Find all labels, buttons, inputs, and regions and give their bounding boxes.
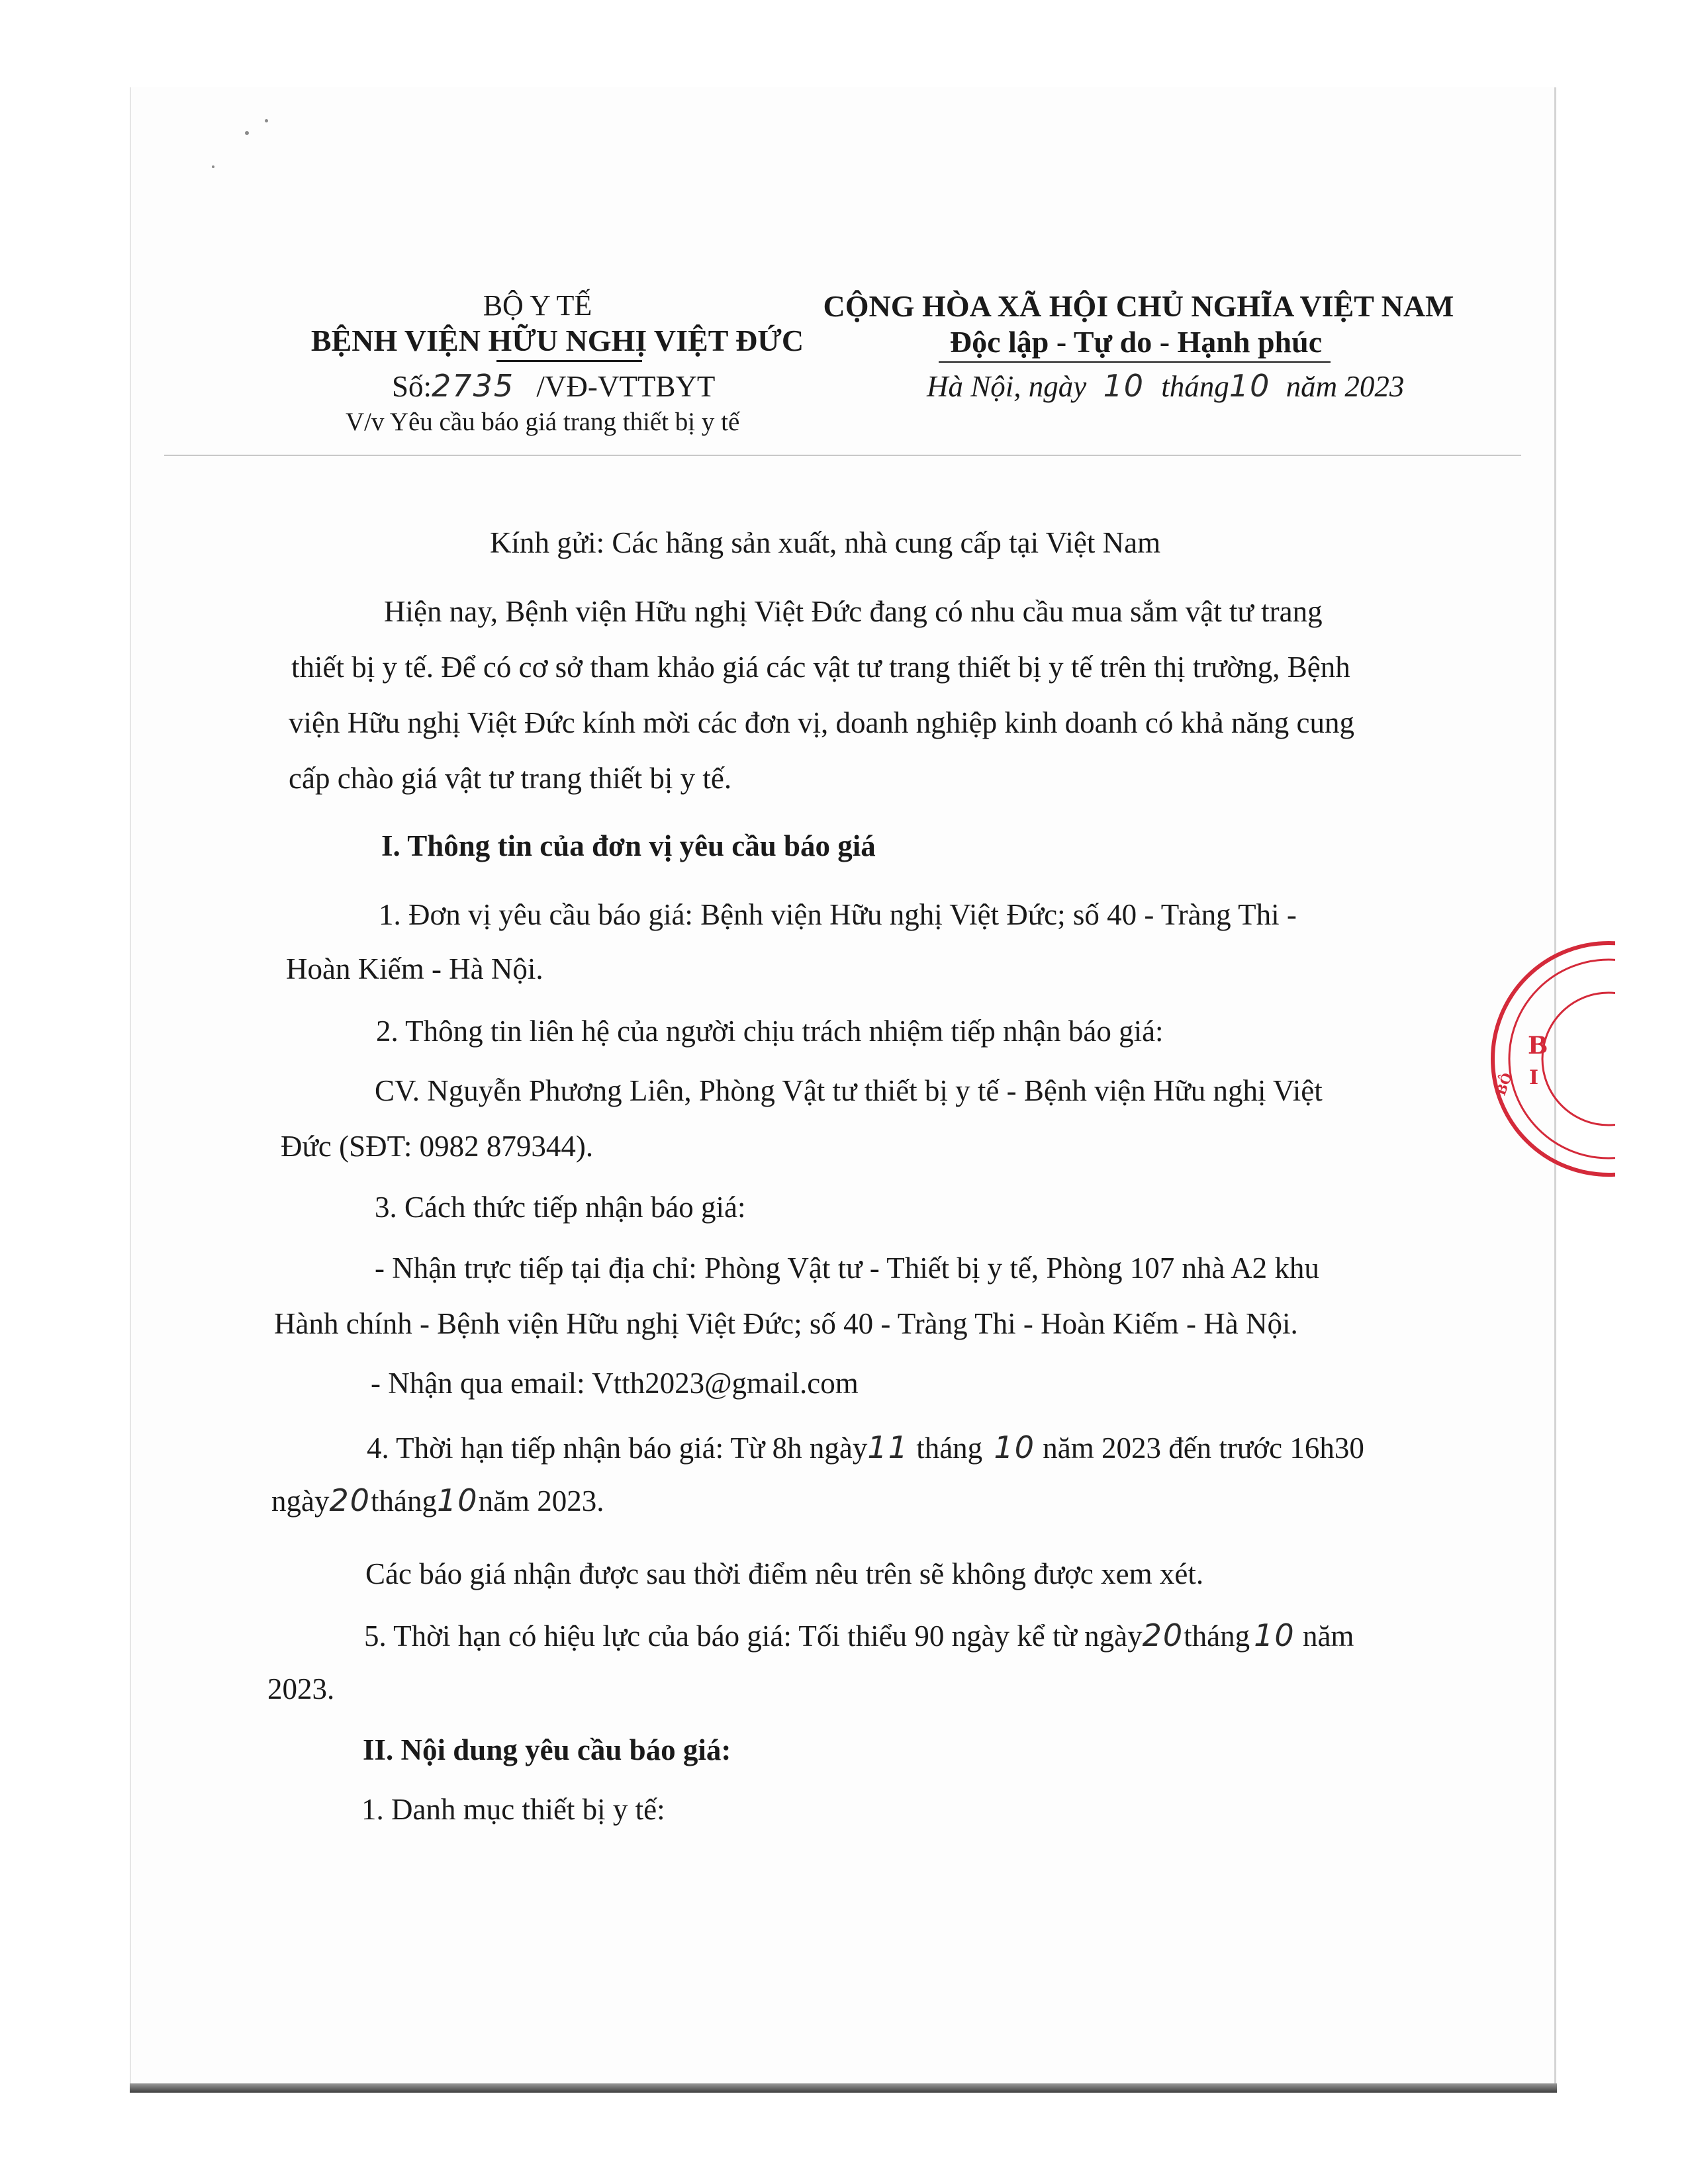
item-4-text: năm 2023. xyxy=(478,1484,604,1518)
item-4-text: năm 2023 đến trước 16h30 xyxy=(1035,1432,1364,1465)
motto-underline xyxy=(939,361,1331,363)
hospital-underline xyxy=(496,360,642,362)
item-3-line-3: Hành chính - Bệnh viện Hữu nghị Việt Đức; số 40 - Tràng Thi - Hoàn Kiếm - Hà Nội. xyxy=(274,1307,1298,1340)
country-name: CỘNG HÒA XÃ HỘI CHỦ NGHĨA VIỆT NAM xyxy=(823,289,1454,323)
item-2-line-1: 2. Thông tin liên hệ của người chịu trách nhiệm tiếp nhận báo giá: xyxy=(376,1015,1164,1048)
national-motto: Độc lập - Tự do - Hạnh phúc xyxy=(949,325,1323,359)
header-divider xyxy=(164,455,1521,456)
number-handwritten: 2735 xyxy=(432,368,515,404)
item-5-text: năm xyxy=(1295,1619,1354,1653)
document-subject: V/v Yêu cầu báo giá trang thiết bị y tế xyxy=(346,408,740,436)
scan-specks xyxy=(179,113,285,185)
section-2-item-1: 1. Danh mục thiết bị y tế: xyxy=(361,1793,665,1826)
item-3-line-2: - Nhận trực tiếp tại địa chỉ: Phòng Vật tư - Thiết bị y tế, Phòng 107 nhà A2 khu xyxy=(375,1251,1319,1285)
item-5-text: tháng xyxy=(1184,1619,1250,1653)
date-prefix: Hà Nội, ngày xyxy=(927,370,1087,403)
svg-text:B: B xyxy=(1528,1032,1548,1060)
item-4-day-start: 11 xyxy=(867,1430,909,1465)
date-day: 10 xyxy=(1103,368,1145,404)
date-month-label: tháng xyxy=(1161,370,1229,403)
item-4-day-end: 20 xyxy=(329,1482,371,1518)
hospital-name: BỆNH VIỆN HỮU NGHỊ VIỆT ĐỨC xyxy=(310,324,804,357)
intro-line: thiết bị y tế. Để có cơ sở tham khảo giá các vật tư trang thiết bị y tế trên thị trường, Bệnh xyxy=(291,651,1350,684)
date-year: năm 2023 xyxy=(1286,370,1405,403)
greeting: Kính gửi: Các hãng sản xuất, nhà cung cấp tại Việt Nam xyxy=(490,526,1161,559)
item-5-month: 10 xyxy=(1254,1617,1295,1653)
item-1-line-1: 1. Đơn vị yêu cầu báo giá: Bệnh viện Hữu nghị Việt Đức; số 40 - Tràng Thi - xyxy=(379,898,1297,931)
item-4-month-end: 10 xyxy=(437,1482,479,1518)
item-4-text: ngày xyxy=(271,1484,330,1518)
item-2-line-3: Đức (SĐT: 0982 879344). xyxy=(281,1130,594,1163)
svg-text:I: I xyxy=(1529,1066,1539,1089)
section-1-heading: I. Thông tin của đơn vị yêu cầu báo giá xyxy=(381,829,876,862)
item-5-line-2: 2023. xyxy=(267,1672,335,1706)
section-2-heading: II. Nội dung yêu cầu báo giá: xyxy=(363,1733,731,1766)
intro-line: cấp chào giá vật tư trang thiết bị y tế. xyxy=(289,762,732,795)
item-4-line-1 xyxy=(367,1432,1364,1463)
item-4-text: 4. Thời hạn tiếp nhận báo giá: Từ 8h ngày xyxy=(367,1432,868,1465)
date-month: 10 xyxy=(1229,368,1271,404)
item-1-line-2: Hoàn Kiếm - Hà Nội. xyxy=(286,952,543,985)
item-5-line-1 xyxy=(364,1617,1354,1653)
item-2-line-2: CV. Nguyễn Phương Liên, Phòng Vật tư thiết bị y tế - Bệnh viện Hữu nghị Việt xyxy=(375,1074,1323,1107)
issue-date xyxy=(927,368,1405,404)
item-5-day: 20 xyxy=(1142,1617,1184,1653)
ministry-name: BỘ Y TẾ xyxy=(483,289,592,322)
item-4-note: Các báo giá nhận được sau thời điểm nêu trên sẽ không được xem xét. xyxy=(365,1557,1204,1590)
intro-line: viện Hữu nghị Việt Đức kính mời các đơn vị, doanh nghiệp kinh doanh có khả năng cung xyxy=(289,706,1355,739)
item-3-line-1: 3. Cách thức tiếp nhận báo giá: xyxy=(375,1191,746,1224)
number-suffix: /VĐ-VTTBYT xyxy=(536,370,716,403)
svg-text:BỘ: BỘ xyxy=(1492,1070,1516,1098)
item-4-month-start: 10 xyxy=(994,1430,1035,1465)
document-number xyxy=(392,368,716,404)
number-prefix: Số: xyxy=(392,370,432,403)
scan-bottom-edge xyxy=(130,2083,1557,2093)
item-5-text: 5. Thời hạn có hiệu lực của báo giá: Tối thiểu 90 ngày kể từ ngày xyxy=(364,1619,1143,1653)
item-4-text: tháng xyxy=(371,1484,438,1518)
item-4-line-2 xyxy=(271,1482,604,1518)
intro-line: Hiện nay, Bệnh viện Hữu nghị Việt Đức đang có nhu cầu mua sắm vật tư trang xyxy=(384,595,1323,628)
item-4-text: tháng xyxy=(908,1432,990,1465)
item-3-email: - Nhận qua email: Vtth2023@gmail.com xyxy=(371,1367,859,1400)
